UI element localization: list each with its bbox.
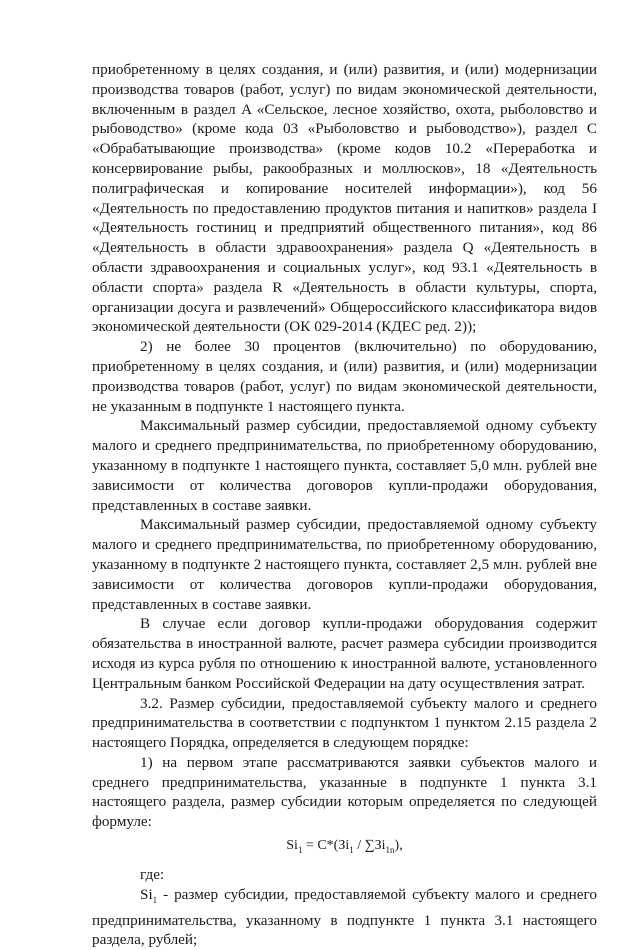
definition-si1 (92, 885, 597, 950)
paragraph-item-2: 2) не более 30 процентов (включительно) по оборудованию, приобретенному в целях создания, и (или) развития, и (или) модернизации производства товаров (работ, услуг) по видам экономической деятельности, не указанным в подпункте 1 настоящего пункта. (92, 338, 597, 415)
paragraph-max-subsidy-2: Максимальный размер субсидии, предоставляемой одному субъекту малого и среднего предпринимательства, по приобретенному оборудованию, указанному в подпункте 2 настоящего пункта, составляет 2,5 млн. рублей вне зависимости от количества договоров купли-продажи оборудования, представленных в составе заявки. (92, 516, 597, 613)
formula-mid-sub: 1 (349, 844, 354, 855)
definition-symbol-sub: 1 (152, 894, 158, 905)
paragraph-section-3-2: 3.2. Размер субсидии, предоставляемой субъекту малого и среднего предпринимательства в соответствии с подпунктом 1 пунктом 2.15 раздела 2 настоящего Порядка, определяется в следующем порядке: (92, 694, 597, 752)
formula-tail: ), (394, 838, 403, 854)
formula-lhs-sub: 1 (297, 844, 303, 855)
formula-sep: / ∑Зi (353, 838, 386, 854)
formula-eq: = C*(Зi (302, 838, 350, 854)
definition-symbol: Si (140, 885, 153, 903)
paragraph-first-stage: 1) на первом этапе рассматриваются заявки субъектов малого и среднего предпринимательства, указанные в подпункте 1 пункта 3.1 настоящего раздела, размер субсидии которым определяется по следующей формуле: (92, 753, 597, 831)
definition-text: - размер субсидии, предоставляемой субъекту малого и среднего предпринимательства, указанному в подпункте 1 пункта 3.1 настоящего раздела, рублей; (92, 885, 597, 949)
document-page (92, 60, 597, 950)
paragraph-max-subsidy-1: Максимальный размер субсидии, предоставляемой одному субъекту малого и среднего предпринимательства, по приобретенному оборудованию, указанному в подпункте 1 настоящего пункта, составляет 5,0 млн. рублей вне зависимости от количества договоров купли-продажи оборудования, представленных в составе заявки. (92, 417, 597, 514)
paragraph-foreign-currency: В случае если договор купли-продажи оборудования содержит обязательства в иностранной валюте, расчет размера субсидии производится исходя из курса рубля по отношению к иностранной валюте, установленного Центральным банком Российской Федерации на дату осуществления затрат. (92, 615, 597, 692)
paragraph-continuation: приобретенному в целях создания, и (или) развития, и (или) модернизации производства товаров (работ, услуг) по видам экономической деятельности, включенным в раздел A «Сельское, лесное хозяйство, охота, рыболовство и рыбоводство» (кроме кода 03 «Рыболовство и рыбоводство»), раздел C «Обрабатывающие производства» (кроме кодов 10.2 «Переработка и консервирование рыбы, ракообразных и моллюсков», 18 «Деятельность полиграфическая и копирование носителей информации»), код 56 «Деятельность по предоставлению продуктов питания и напитков» раздела I «Деятельность гостиниц и предприятий общественного питания», код 86 «Деятельность в области здравоохранения» раздела Q «Деятельность в области здравоохранения и социальных услуг», код 93.1 «Деятельность в области спорта» раздела R «Деятельность в области культуры, спорта, организации досуга и развлечений» Общероссийского классификатора видов экономической деятельности (ОК 029-2014 (КДЕС ред. 2)); (92, 61, 597, 336)
subsidy-formula (92, 835, 597, 861)
where-label: где: (140, 865, 165, 883)
formula-sum-sub: 1n (385, 844, 395, 855)
formula-lhs: Si (286, 838, 298, 854)
